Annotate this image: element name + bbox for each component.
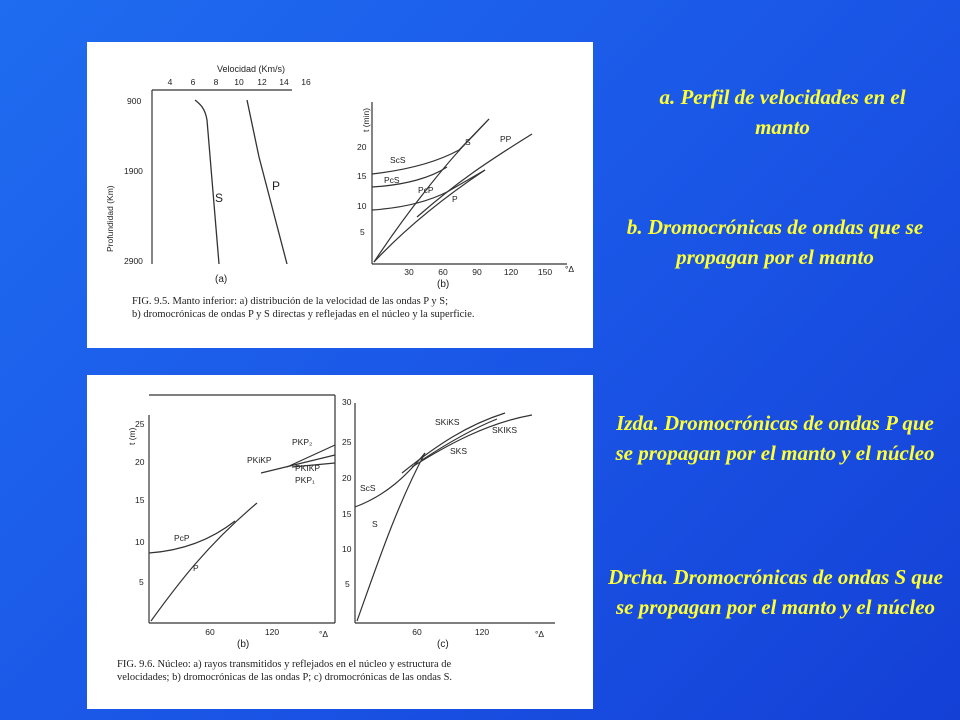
- figure-caption-line2: b) dromocrónicas de ondas P y S directas y reflejadas en el núcleo y la superficie.: [132, 309, 475, 320]
- pcp-label: PcP: [418, 185, 434, 195]
- curve-p-label: P: [272, 179, 281, 193]
- t-tick: 5: [360, 227, 365, 237]
- velocity-ticks: [168, 77, 311, 87]
- velocity-tick: 14: [279, 77, 289, 87]
- t-tick: 30: [342, 397, 352, 407]
- pcp-curve: [149, 521, 235, 553]
- travel-time-plot-p: [127, 395, 335, 650]
- scs-curve: [355, 453, 425, 507]
- figure-caption-line1: FIG. 9.5. Manto inferior: a) distribución de la velocidad de las ondas P y S;: [132, 296, 449, 307]
- distance-tick: 60: [205, 627, 215, 637]
- depth-ticks: [124, 96, 143, 266]
- velocity-tick: 8: [213, 77, 219, 87]
- pkikp-label: PKiKP: [247, 455, 272, 465]
- p-curve: [151, 503, 257, 621]
- scs-label: ScS: [390, 155, 406, 165]
- velocity-tick: 16: [301, 77, 311, 87]
- velocity-tick: 12: [257, 77, 267, 87]
- curve-s-label: S: [215, 191, 224, 205]
- depth-tick: 2900: [124, 256, 143, 266]
- s-velocity-curve: [195, 100, 219, 264]
- t-tick: 15: [135, 495, 145, 505]
- pkikp-label-2: PKIKP: [295, 463, 321, 473]
- figure-caption-line2: velocidades; b) dromocrónicas de las ondas P; c) dromocrónicas de las ondas S.: [117, 672, 453, 683]
- distance-tick: 120: [474, 627, 490, 637]
- distance-tick: 60: [412, 627, 422, 637]
- caption-mantle-travel-times: b. Dromocrónicas de ondas que se propagan por el manto: [626, 215, 924, 269]
- panel-a-label: (a): [215, 274, 228, 285]
- caption-velocity-profile: a. Perfil de velocidades en el manto: [659, 85, 906, 139]
- t-axis-title: t (min): [361, 107, 371, 132]
- velocity-tick: 4: [167, 77, 173, 87]
- curve-labels-p: [174, 437, 320, 573]
- panel-c-label: (c): [437, 639, 449, 650]
- t-tick: 5: [345, 579, 350, 589]
- t-tick: 10: [342, 544, 352, 554]
- pcp-label: PcP: [174, 533, 190, 543]
- t-tick: 15: [342, 509, 352, 519]
- t-tick: 20: [135, 457, 145, 467]
- figure-9-5-graphic: [87, 42, 593, 348]
- distance-ticks: [404, 264, 574, 277]
- distance-unit: °Δ: [535, 629, 545, 639]
- pkp2-label: PKP₂: [292, 437, 313, 447]
- skiks-curve-2: [412, 415, 532, 467]
- p-label: P: [452, 194, 458, 204]
- t-tick: 10: [135, 537, 145, 547]
- p-label: P: [193, 563, 199, 573]
- distance-ticks-s: [412, 627, 544, 639]
- panel-b-label: (b): [237, 639, 250, 650]
- travel-time-plot-b: [357, 102, 574, 290]
- t-tick: 20: [342, 473, 352, 483]
- distance-tick: 120: [503, 267, 519, 277]
- scs-label: ScS: [360, 483, 376, 493]
- t-tick: 5: [139, 577, 144, 587]
- pcs-label: PcS: [384, 175, 400, 185]
- velocity-tick: 10: [234, 77, 244, 87]
- distance-tick: 120: [264, 627, 280, 637]
- distance-ticks-p: [205, 627, 328, 639]
- t-tick: 25: [342, 437, 352, 447]
- depth-tick: 900: [127, 96, 142, 106]
- s-label: S: [372, 519, 378, 529]
- sks-label: SKS: [450, 446, 468, 456]
- depth-tick: 1900: [124, 166, 143, 176]
- t-ticks: [357, 142, 367, 237]
- curve-labels-s: [360, 417, 517, 529]
- velocity-tick: 6: [190, 77, 196, 87]
- distance-tick: 60: [438, 267, 448, 277]
- distance-tick: 90: [472, 267, 482, 277]
- s-curve: [357, 453, 425, 621]
- pp-label: PP: [500, 134, 512, 144]
- caption-s-waves-core: Drcha. Dromocrónicas de ondas S que se propagan por el manto y el núcleo: [608, 565, 943, 619]
- depth-axis-title: Profundidad (Km): [105, 185, 115, 252]
- distance-unit: °Δ: [565, 264, 575, 274]
- t-tick: 10: [357, 201, 367, 211]
- t-tick: 15: [357, 171, 367, 181]
- scs-curve: [372, 119, 489, 174]
- panel-b-label: (b): [437, 279, 450, 290]
- distance-tick: 150: [537, 267, 553, 277]
- figure-9-6-graphic: [87, 375, 593, 709]
- caption-p-waves-core: Izda. Dromocrónicas de ondas P que se propagan por el manto y el núcleo: [615, 411, 935, 465]
- skiks-label: SKiKS: [435, 417, 460, 427]
- pkp1-label: PKP₁: [295, 475, 315, 485]
- velocity-profile-plot: [105, 64, 311, 285]
- velocity-axis-title: Velocidad (Km/s): [217, 64, 286, 74]
- figure-9-6: [87, 375, 593, 709]
- p-velocity-curve: [247, 100, 287, 264]
- figure-9-5: [87, 42, 593, 348]
- t-ticks-s: [342, 397, 352, 589]
- skiks-label-2: SKIKS: [492, 425, 518, 435]
- t-tick: 25: [135, 419, 145, 429]
- figure-caption-line1: FIG. 9.6. Núcleo: a) rayos transmitidos y reflejados en el núcleo y estructura de: [117, 659, 452, 670]
- distance-tick: 30: [404, 267, 414, 277]
- t-axis-title-p: t (m): [127, 427, 137, 445]
- travel-time-plot-s: [342, 397, 555, 650]
- t-tick: 20: [357, 142, 367, 152]
- s-label: S: [465, 137, 471, 147]
- distance-unit: °Δ: [319, 629, 329, 639]
